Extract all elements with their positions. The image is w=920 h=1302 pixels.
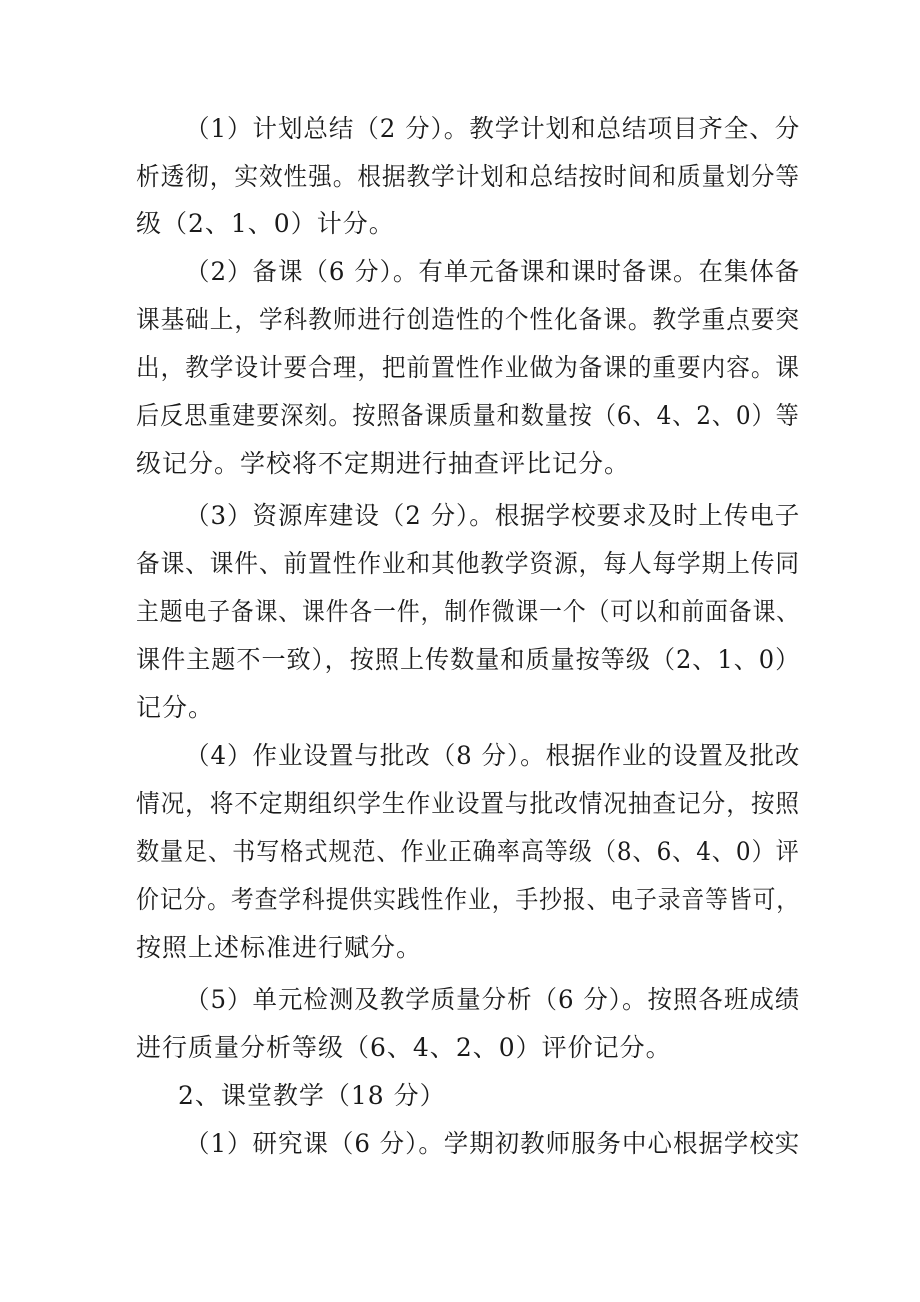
paragraph-3-line-4: 课件主题不一致），按照上传数量和质量按等级（2、1、0）	[136, 645, 801, 674]
paragraph-4-line-4: 价记分。考查学科提供实践性作业，手抄报、电子录音等皆可，	[136, 885, 801, 914]
paragraph-3-line-2: 备课、课件、前置性作业和其他教学资源，每人每学期上传同	[136, 549, 801, 578]
paragraph-4-line-3: 数量足、书写格式规范、作业正确率高等级（8、6、4、0）评	[136, 837, 800, 866]
paragraph-1-line-1: （1）计划总结（2 分）。教学计划和总结项目齐全、分	[185, 114, 801, 143]
paragraph-2-line-4: 后反思重建要深刻。按照备课质量和数量按（6、4、2、0）等	[136, 401, 800, 430]
paragraph-2-line-1: （2）备课（6 分）。有单元备课和课时备课。在集体备	[185, 257, 801, 286]
paragraph-2-line-2: 课基础上，学科教师进行创造性的个性化备课。教学重点要突	[136, 305, 801, 334]
section-heading-classroom-teaching: 2、课堂教学（18 分）	[178, 1081, 446, 1110]
paragraph-2-line-3: 出，教学设计要合理，把前置性作业做为备课的重要内容。课	[136, 353, 801, 382]
paragraph-2-line-5: 级记分。学校将不定期进行抽查评比记分。	[136, 449, 631, 478]
paragraph-1-line-2: 析透彻，实效性强。根据教学计划和总结按时间和质量划分等	[136, 162, 801, 191]
paragraph-4-line-2: 情况，将不定期组织学生作业设置与批改情况抽查记分，按照	[136, 789, 801, 818]
paragraph-4-line-5: 按照上述标准进行赋分。	[136, 933, 423, 962]
paragraph-3-line-1: （3）资源库建设（2 分）。根据学校要求及时上传电子	[185, 501, 801, 530]
paragraph-5-line-1: （5）单元检测及教学质量分析（6 分）。按照各班成绩	[185, 985, 801, 1014]
paragraph-1-line-3: 级（2、1、0）计分。	[136, 209, 395, 238]
paragraph-5-line-2: 进行质量分析等级（6、4、2、0）评价记分。	[136, 1033, 672, 1062]
paragraph-3-line-5: 记分。	[136, 693, 215, 722]
paragraph-4-line-1: （4）作业设置与批改（8 分）。根据作业的设置及批改	[185, 741, 801, 770]
paragraph-6-line-1: （1）研究课（6 分）。学期初教师服务中心根据学校实	[185, 1129, 801, 1158]
paragraph-3-line-3: 主题电子备课、课件各一件，制作微课一个（可以和前面备课、	[136, 597, 801, 626]
